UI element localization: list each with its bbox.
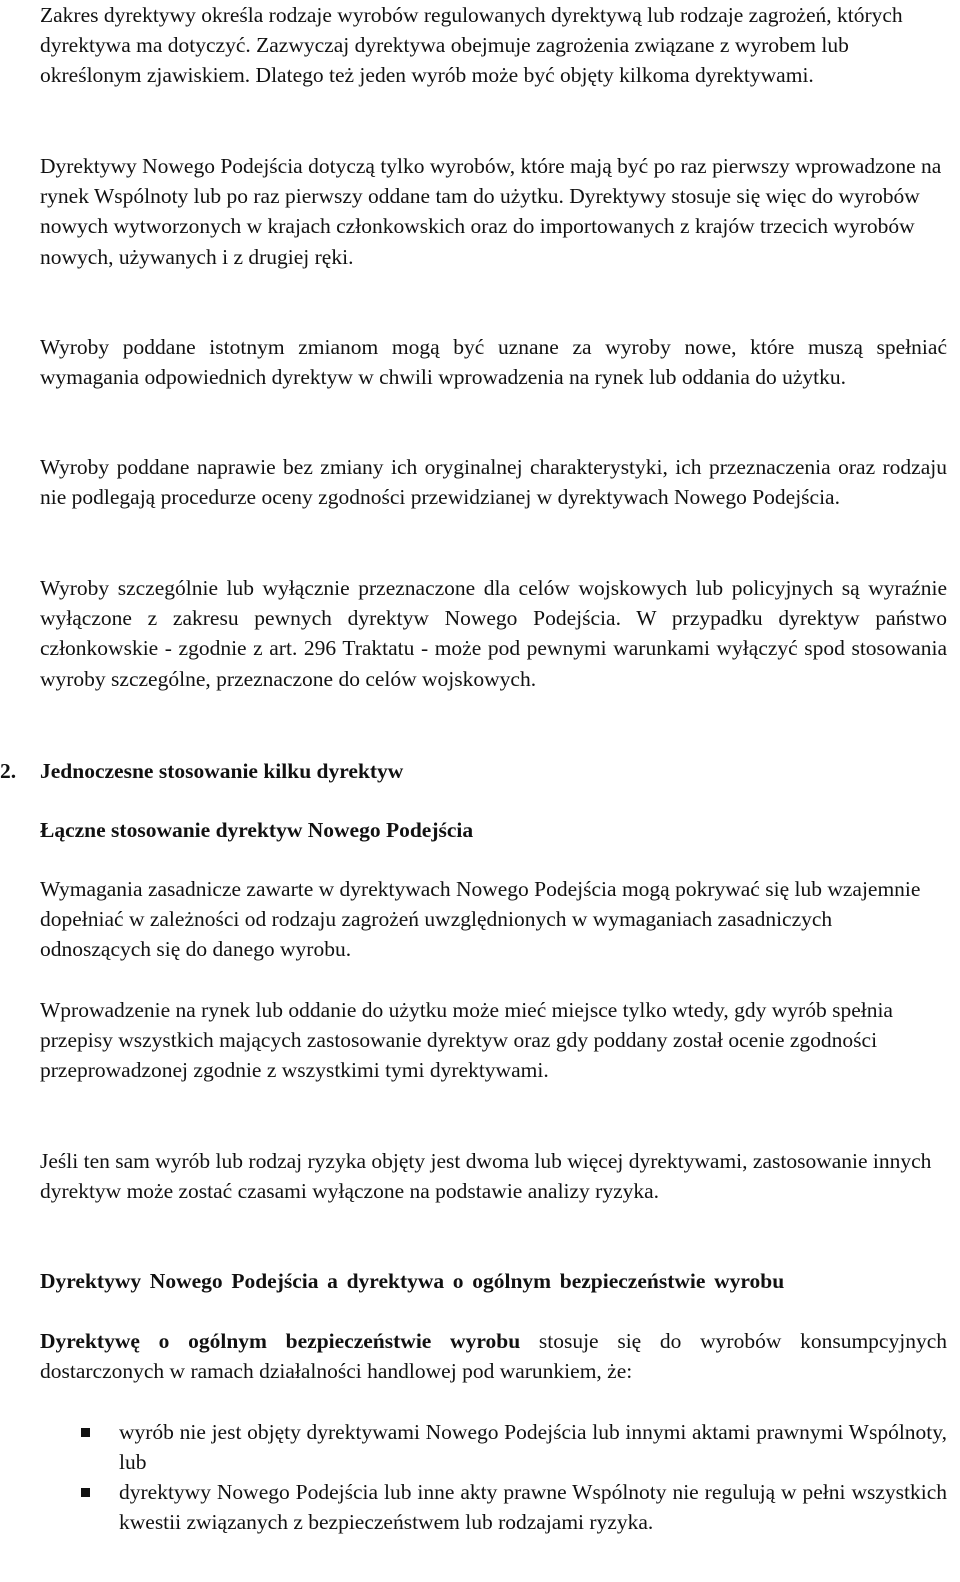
paragraph-essential-requirements: Wymagania zasadnicze zawarte w dyrektywach Nowego Podejścia mogą pokrywać się lub wzajemnie dopełniać w zależności od rodzaju zagrożeń uwzględnionych w wymaganiach zasadniczych odnoszących się do danego wyrobu. (40, 877, 921, 962)
paragraph-new-approach-products: Dyrektywy Nowego Podejścia dotyczą tylko wyrobów, które mają być po raz pierwszy wprowadzone na rynek Wspólnoty lub po raz pierwszy oddane tam do użytku. Dyrektywy stosuje się więc do wyrobów nowych wytworzonych w krajach członkowskich oraz do importowanych z krajów trzecich wyrobów nowych, używanych i z drugiej ręki. (40, 154, 942, 269)
list-item: wyrób nie jest objęty dyrektywami Nowego Podejścia lub innymi aktami prawnymi Wspólnoty, lub (119, 1420, 947, 1475)
list-bullet-icon (81, 1428, 90, 1437)
section-number: 2. (0, 759, 17, 783)
paragraph-multiple-directives: Jeśli ten sam wyrób lub rodzaj ryzyka objęty jest dwoma lub więcej dyrektywami, zastosowanie innych dyrektyw może zostać czasami wyłączone na podstawie analizy ryzyka. (40, 1149, 932, 1204)
subheading-combined-application: Łączne stosowanie dyrektyw Nowego Podejścia (40, 818, 474, 842)
gpsd-bold-phrase: Dyrektywę o ogólnym bezpieczeństwie wyrobu (40, 1329, 521, 1353)
paragraph-gpsd-application (40, 1326, 947, 1386)
section-title: Jednoczesne stosowanie kilku dyrektyw (40, 759, 404, 783)
paragraph-market-placement: Wprowadzenie na rynek lub oddanie do użytku może mieć miejsce tylko wtedy, gdy wyrób spełnia przepisy wszystkich mających zastosowanie dyrektyw oraz gdy poddany został ocenie zgodności przeprowadzonej zgodnie z wszystkimi tymi dyrektywami. (40, 998, 893, 1083)
list-item: dyrektywy Nowego Podejścia lub inne akty prawne Wspólnoty nie regulują w pełni wszystkich kwestii związanych z bezpieczeństwem lub rodzajami ryzyka. (119, 1480, 947, 1535)
paragraph-repaired-products: Wyroby poddane naprawie bez zmiany ich oryginalnej charakterystyki, ich przeznaczenia oraz rodzaju nie podlegają procedurze oceny zgodności przewidzianej w dyrektywach Nowego Podejścia. (40, 455, 947, 510)
paragraph-directive-scope: Zakres dyrektywy określa rodzaje wyrobów regulowanych dyrektywą lub rodzaje zagrożeń, których dyrektywa ma dotyczyć. Zazwyczaj dyrektywa obejmuje zagrożenia związane z wyrobem lub określonym zjawiskiem. Dlatego też jeden wyrób może być objęty kilkoma dyrektywami. (40, 3, 903, 88)
subheading-gpsd-relation: Dyrektywy Nowego Podejścia a dyrektywa o ogólnym bezpieczeństwie wyrobu (40, 1269, 785, 1293)
paragraph-modified-products: Wyroby poddane istotnym zmianom mogą być uznane za wyroby nowe, które muszą spełniać wymagania odpowiednich dyrektyw w chwili wprowadzenia na rynek lub oddania do użytku. (40, 335, 947, 390)
gpsd-rest-text: stosuje się do wyrobów konsumpcyjnych dostarczonych w ramach działalności handlowej pod warunkiem, że: (40, 1329, 947, 1384)
list-bullet-icon (81, 1488, 90, 1497)
paragraph-military-products: Wyroby szczególnie lub wyłącznie przeznaczone dla celów wojskowych lub policyjnych są wyraźnie wyłączone z zakresu pewnych dyrektyw Nowego Podejścia. W przypadku dyrektyw państwo członkowskie - zgodnie z art. 296 Traktatu - może pod pewnymi warunkami wyłączyć spod stosowania wyroby szczególne, przeznaczone do celów wojskowych. (40, 576, 947, 691)
